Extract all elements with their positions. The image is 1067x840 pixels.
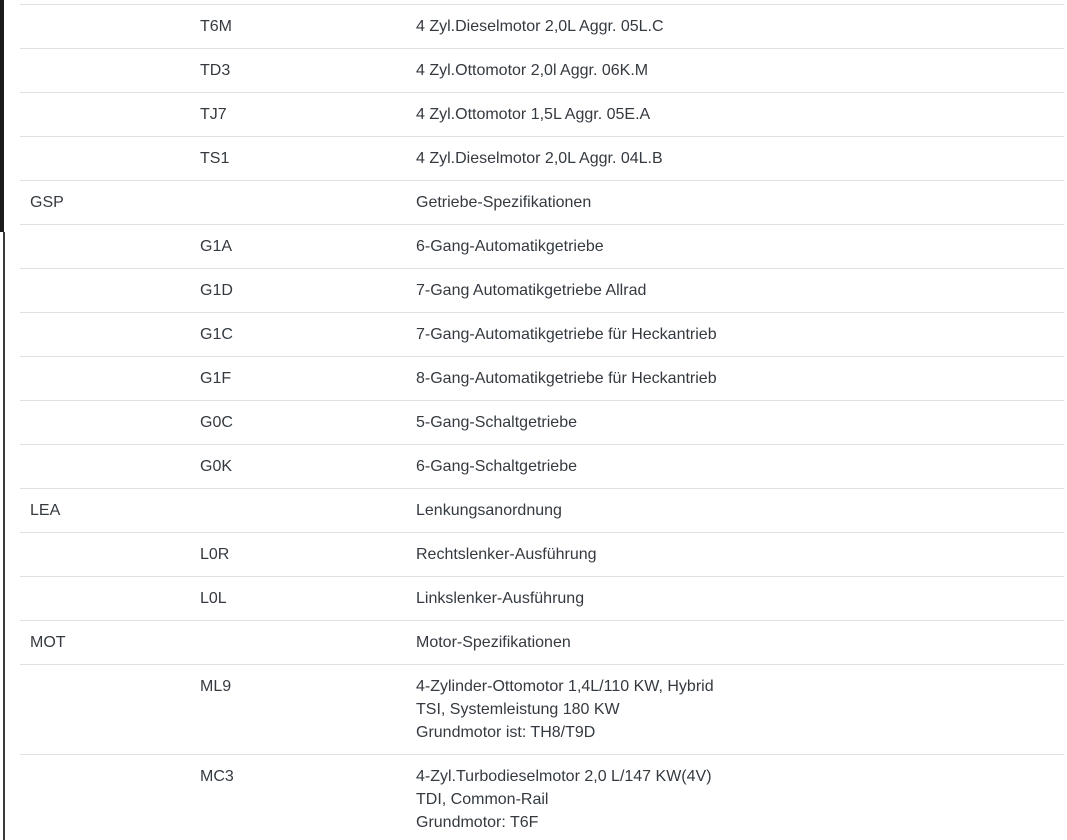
code-cell: G0K xyxy=(200,458,233,475)
description-cell xyxy=(406,755,1064,840)
table-row xyxy=(20,181,1064,225)
description-line: 7-Gang Automatikgetriebe Allrad xyxy=(416,282,647,299)
table-row xyxy=(20,401,1064,445)
code-cell: TD3 xyxy=(200,62,231,79)
table-row xyxy=(20,533,1064,577)
group-code-cell xyxy=(20,93,190,137)
description-line: 4 Zyl.Dieselmotor 2,0L Aggr. 05L.C xyxy=(416,18,664,35)
code-cell xyxy=(190,181,406,225)
group-code-cell xyxy=(20,401,190,445)
table-row xyxy=(20,577,1064,621)
table-row xyxy=(20,621,1064,665)
description-line: 4-Zylinder-Ottomotor 1,4L/110 KW, Hybrid xyxy=(416,678,714,695)
table-row xyxy=(20,755,1064,840)
description-cell xyxy=(406,93,1064,137)
description-cell xyxy=(406,137,1064,181)
code-cell: TJ7 xyxy=(200,106,227,123)
group-code-cell xyxy=(20,445,190,489)
table-row xyxy=(20,93,1064,137)
table-row xyxy=(20,5,1064,49)
code-cell: G1F xyxy=(200,370,232,387)
group-code-cell xyxy=(20,5,190,49)
description-line: Lenkungsanordnung xyxy=(416,502,562,519)
description-line: Rechtslenker-Ausführung xyxy=(416,546,597,563)
code-cell xyxy=(190,489,406,533)
description-line: 6-Gang-Automatikgetriebe xyxy=(416,238,604,255)
pr-code-table-wrap xyxy=(20,4,1064,840)
description-line: Motor-Spezifikationen xyxy=(416,634,571,651)
description-cell xyxy=(406,445,1064,489)
description-cell xyxy=(406,401,1064,445)
group-code-cell: LEA xyxy=(30,502,61,519)
description-cell xyxy=(406,313,1064,357)
code-cell: L0R xyxy=(200,546,230,563)
table-row xyxy=(20,137,1064,181)
group-code-cell xyxy=(20,225,190,269)
table-row xyxy=(20,357,1064,401)
description-cell xyxy=(406,533,1064,577)
table-row xyxy=(20,313,1064,357)
code-cell: TS1 xyxy=(200,150,230,167)
description-line: TDI, Common-Rail xyxy=(416,791,549,808)
description-cell xyxy=(406,357,1064,401)
code-cell: G1C xyxy=(200,326,233,343)
description-line: 7-Gang-Automatikgetriebe für Heckantrieb xyxy=(416,326,717,343)
group-code-cell xyxy=(20,49,190,93)
description-line: 4-Zyl.Turbodieselmotor 2,0 L/147 KW(4V) xyxy=(416,768,712,785)
group-code-cell: MOT xyxy=(30,634,66,651)
code-cell: MC3 xyxy=(200,768,234,785)
description-line: Getriebe-Spezifikationen xyxy=(416,194,592,211)
description-cell xyxy=(406,5,1064,49)
table-row xyxy=(20,269,1064,313)
code-cell: L0L xyxy=(200,590,227,607)
description-line: 5-Gang-Schaltgetriebe xyxy=(416,414,577,431)
code-cell: ML9 xyxy=(200,678,232,695)
description-cell xyxy=(406,577,1064,621)
description-line: 4 Zyl.Dieselmotor 2,0L Aggr. 04L.B xyxy=(416,150,663,167)
group-code-cell xyxy=(20,533,190,577)
description-line: 4 Zyl.Ottomotor 1,5L Aggr. 05E.A xyxy=(416,106,651,123)
description-line: TSI, Systemleistung 180 KW xyxy=(416,701,620,718)
group-code-cell xyxy=(20,137,190,181)
description-cell xyxy=(406,49,1064,93)
description-line: 4 Zyl.Ottomotor 2,0l Aggr. 06K.M xyxy=(416,62,649,79)
group-code-cell xyxy=(20,577,190,621)
pr-code-table xyxy=(20,4,1064,840)
table-row xyxy=(20,665,1064,755)
table-row xyxy=(20,445,1064,489)
description-cell xyxy=(406,665,1064,755)
description-cell xyxy=(406,621,1064,665)
description-line: 8-Gang-Automatikgetriebe für Heckantrieb xyxy=(416,370,717,387)
code-cell: G1D xyxy=(200,282,233,299)
code-cell: T6M xyxy=(200,18,232,35)
code-cell: G1A xyxy=(200,238,233,255)
description-line: Linkslenker-Ausführung xyxy=(416,590,585,607)
group-code-cell xyxy=(20,755,190,840)
description-line: Grundmotor: T6F xyxy=(416,814,539,831)
description-cell xyxy=(406,225,1064,269)
left-edge-bar-top xyxy=(0,0,4,232)
description-cell xyxy=(406,489,1064,533)
description-cell xyxy=(406,181,1064,225)
code-cell: G0C xyxy=(200,414,233,431)
description-line: 6-Gang-Schaltgetriebe xyxy=(416,458,577,475)
description-line: Grundmotor ist: TH8/T9D xyxy=(416,724,596,741)
group-code-cell xyxy=(20,313,190,357)
description-cell xyxy=(406,269,1064,313)
group-code-cell xyxy=(20,269,190,313)
table-row xyxy=(20,489,1064,533)
group-code-cell xyxy=(20,665,190,755)
group-code-cell xyxy=(20,357,190,401)
left-edge-bar-bottom xyxy=(3,232,5,840)
table-row xyxy=(20,225,1064,269)
group-code-cell: GSP xyxy=(30,194,64,211)
table-row xyxy=(20,49,1064,93)
code-cell xyxy=(190,621,406,665)
